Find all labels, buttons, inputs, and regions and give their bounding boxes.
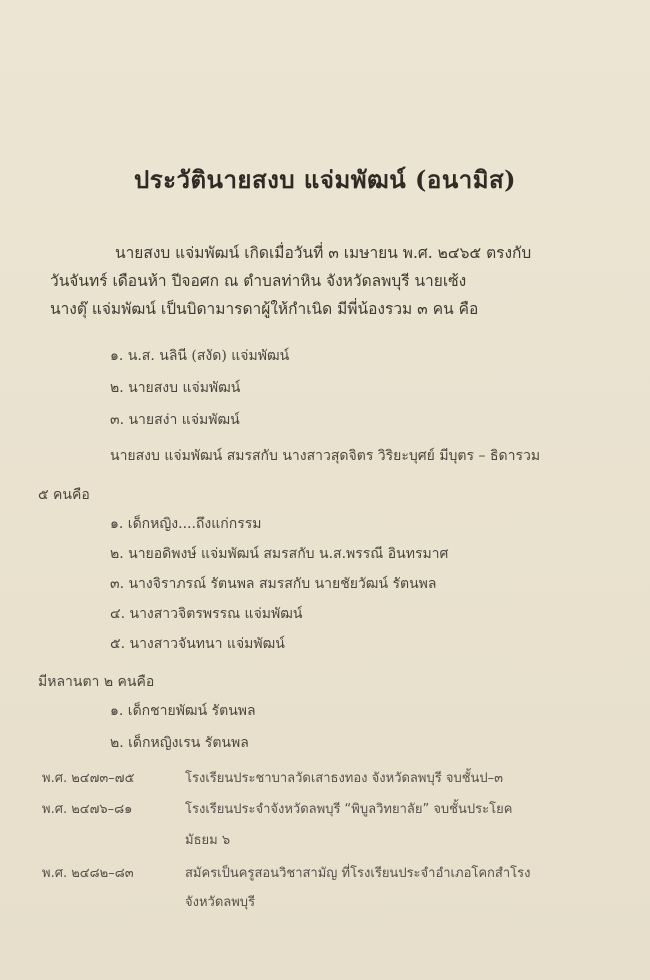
history-text-1: โรงเรียนประชาบาลวัดเสาธงทอง จังหวัดลพบุรี จบชั้นป–๓	[185, 771, 504, 786]
grandchild-item-1: ๑. เด็กชายพัฒน์ รัตนพล	[110, 703, 256, 719]
grandchildren-heading: มีหลานตา ๒ คนคือ	[38, 674, 155, 690]
child-item-1: ๑. เด็กหญิง....ถึงแก่กรรม	[110, 516, 262, 532]
page-title: ประวัตินายสงบ แจ่มพัฒน์ (อนามิส)	[133, 165, 517, 194]
marriage-line-1: นายสงบ แจ่มพัฒน์ สมรสกับ นางสาวสุดจิตร วิริยะบุศย์ มีบุตร – ธิดารวม	[110, 448, 541, 464]
history-text-2: โรงเรียนประจำจังหวัดลพบุรี “พิบูลวิทยาลัย” จบชั้นประโยค	[185, 802, 513, 817]
child-item-2: ๒. นายอดิพงษ์ แจ่มพัฒน์ สมรสกับ น.ส.พรรณี อินทรมาศ	[110, 546, 449, 562]
intro-line-1: นายสงบ แจ่มพัฒน์ เกิดเมื่อวันที่ ๓ เมษายน พ.ศ. ๒๔๖๕ ตรงกับ	[115, 244, 532, 262]
child-item-5: ๕. นางสาวจันทนา แจ่มพัฒน์	[110, 636, 285, 652]
sibling-item-3: ๓. นายสง่า แจ่มพัฒน์	[110, 412, 240, 428]
history-years-1: พ.ศ. ๒๔๗๓–๗๕	[42, 771, 135, 786]
sibling-item-1: ๑. น.ส. นลินี (สงัด) แจ่มพัฒน์	[110, 348, 290, 364]
child-item-4: ๔. นางสาวจิตรพรรณ แจ่มพัฒน์	[110, 606, 303, 622]
history-text-3: สมัครเป็นครูสอนวิชาสามัญ ที่โรงเรียนประจำอำเภอโคกสำโรง	[185, 866, 531, 881]
history-text-3b: จังหวัดลพบุรี	[185, 895, 256, 910]
marriage-line-2: ๕ คนคือ	[38, 487, 90, 503]
grandchild-item-2: ๒. เด็กหญิงเรน รัตนพล	[110, 735, 249, 751]
history-text-2b: มัธยม ๖	[185, 833, 231, 848]
history-years-2: พ.ศ. ๒๔๗๖–๘๑	[42, 802, 133, 817]
intro-line-3: นางตุ๊ แจ่มพัฒน์ เป็นบิดามารดาผู้ให้กำเนิด มีพี่น้องรวม ๓ คน คือ	[50, 300, 479, 318]
intro-line-2: วันจันทร์ เดือนห้า ปีจอศก ณ ตำบลท่าหิน จังหวัดลพบุรี นายเซ้ง	[50, 272, 467, 290]
sibling-item-2: ๒. นายสงบ แจ่มพัฒน์	[110, 380, 241, 396]
history-years-3: พ.ศ. ๒๔๘๒–๘๓	[42, 866, 134, 881]
child-item-3: ๓. นางจิราภรณ์ รัตนพล สมรสกับ นายชัยวัฒน์ รัตนพล	[110, 576, 437, 592]
